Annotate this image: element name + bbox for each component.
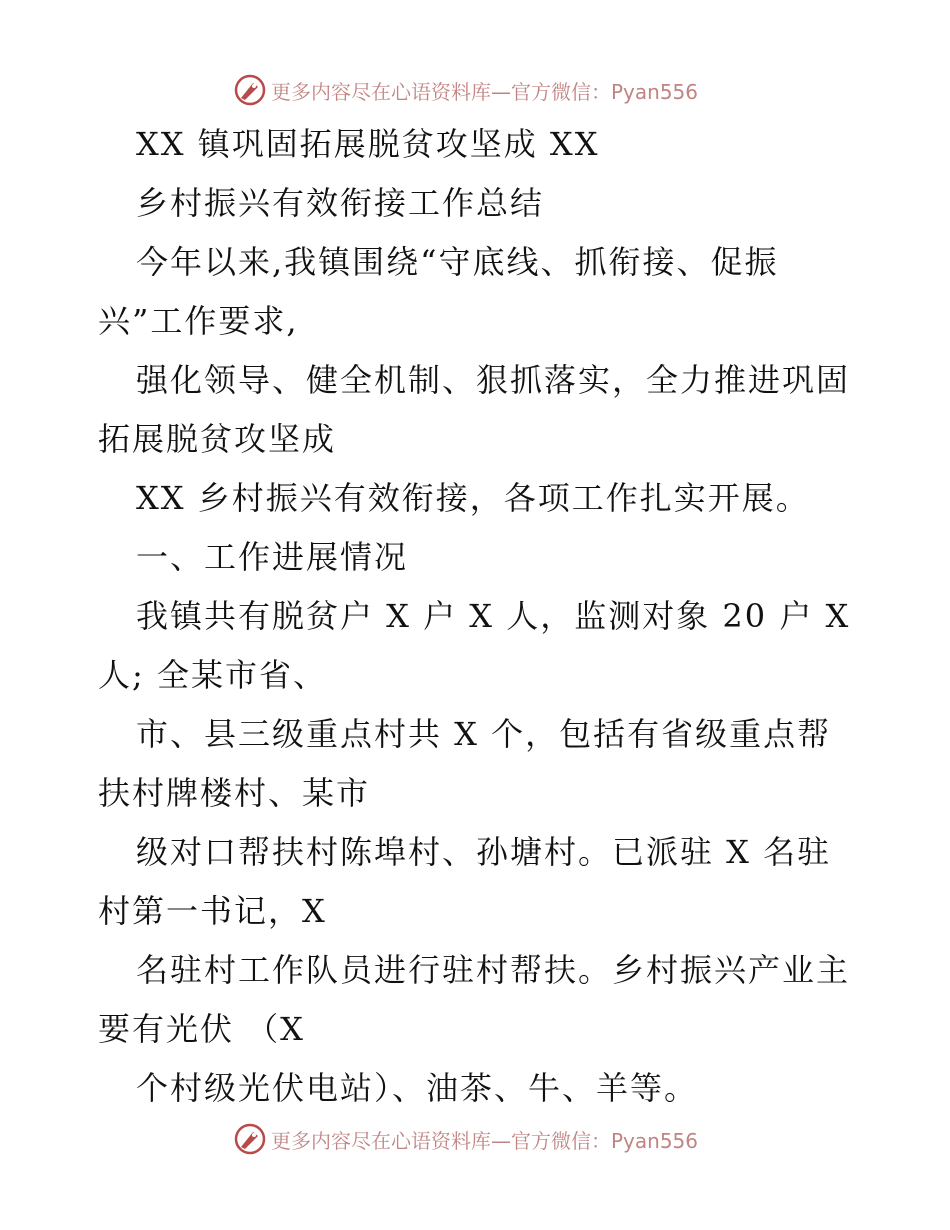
watermark-text: 更多内容尽在心语资料库—官方微信：Pyan556 — [271, 1128, 699, 1153]
paragraph-line: 要有光伏 （X — [98, 1010, 305, 1048]
paragraph-line: 村第一书记，X — [98, 892, 327, 930]
watermark-text: 更多内容尽在心语资料库—官方微信：Pyan556 — [271, 79, 699, 104]
paragraph-line: 今年以来,我镇围绕“守底线、抓衔接、促振 — [136, 243, 779, 281]
paragraph-line: 强化领导、健全机制、狠抓落实，全力推进巩固 — [136, 361, 851, 399]
watermark-banner-top — [233, 70, 698, 110]
paragraph-line: 拓展脱贫攻坚成 — [98, 420, 337, 458]
pen-nib-logo-icon — [233, 73, 267, 107]
paragraph-line: 兴”工作要求, — [98, 302, 299, 340]
paragraph-line: 名驻村工作队员进行驻村帮扶。乡村振兴产业主 — [136, 951, 851, 989]
paragraph-line: 级对口帮扶村陈埠村、孙塘村。已派驻 X 名驻 — [136, 833, 832, 871]
pen-nib-logo-icon — [233, 1122, 267, 1156]
title-line-2: 乡村振兴有效衔接工作总结 — [136, 184, 545, 222]
section-heading: 一、工作进展情况 — [136, 538, 409, 576]
title-line-1: XX 镇巩固拓展脱贫攻坚成 XX — [136, 125, 600, 163]
watermark-banner-bottom — [233, 1119, 698, 1159]
paragraph-line: 扶村牌楼村、某市 — [98, 774, 371, 812]
paragraph-line: 我镇共有脱贫户 X 户 X 人，监测对象 20 户 X — [136, 597, 851, 635]
paragraph-line: 市、县三级重点村共 X 个，包括有省级重点帮 — [136, 715, 832, 753]
paragraph-line: 个村级光伏电站）、油茶、牛、羊等。 — [136, 1069, 699, 1107]
paragraph-line: XX 乡村振兴有效衔接，各项工作扎实开展。 — [136, 479, 810, 517]
paragraph-line: 人; 全某市省、 — [98, 656, 327, 694]
